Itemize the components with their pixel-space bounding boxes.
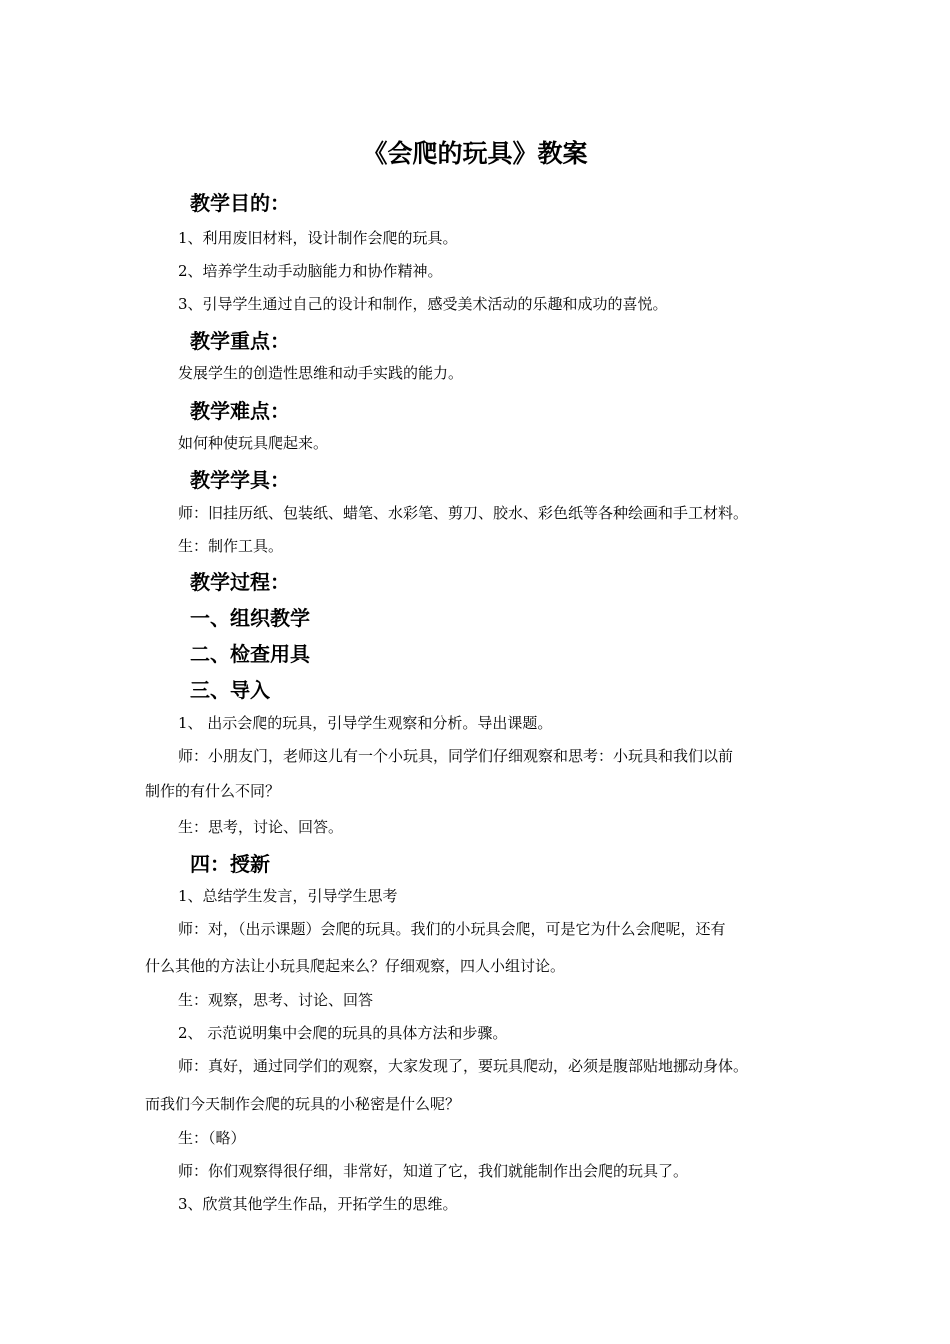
key-points-heading: 教学重点： xyxy=(190,329,290,353)
new-teacher-line: 而我们今天制作会爬的玩具的小秘密是什么呢？ xyxy=(145,1095,461,1113)
intro-student: 生：思考，讨论、回答。 xyxy=(178,818,344,836)
document-title: 《会爬的玩具》教案 xyxy=(362,139,588,168)
new-teacher-line: 师：真好，通过同学们的观察，大家发现了，要玩具爬动，必须是腹部贴地挪动身体。 xyxy=(178,1057,749,1075)
new-teacher-line: 什么其他的方法让小玩具爬起来么？仔细观察，四人小组讨论。 xyxy=(145,957,566,975)
step-introduction: 三、导入 xyxy=(190,678,270,702)
tools-student: 生：制作工具。 xyxy=(178,537,284,555)
objective-item: 1、利用废旧材料，设计制作会爬的玩具。 xyxy=(178,229,458,247)
new-student: 生：观察，思考、讨论、回答 xyxy=(178,991,374,1009)
step-organize: 一、组织教学 xyxy=(190,606,310,630)
intro-teacher-line: 师：小朋友门，老师这儿有一个小玩具，同学们仔细观察和思考：小玩具和我们以前 xyxy=(178,747,734,765)
difficulties-heading: 教学难点： xyxy=(190,399,290,423)
key-points-text: 发展学生的创造性思维和动手实践的能力。 xyxy=(178,364,464,382)
new-item: 1、总结学生发言，引导学生思考 xyxy=(178,887,398,905)
tools-heading: 教学学具： xyxy=(190,468,290,492)
tools-teacher: 师：旧挂历纸、包装纸、蜡笔、水彩笔、剪刀、胶水、彩色纸等各种绘画和手工材料。 xyxy=(178,504,749,522)
step-new-lesson: 四：授新 xyxy=(190,852,270,876)
new-item: 2、 示范说明集中会爬的玩具的具体方法和步骤。 xyxy=(178,1024,508,1042)
intro-teacher-line: 制作的有什么不同？ xyxy=(145,782,281,800)
new-teacher-line: 师：你们观察得很仔细，非常好，知道了它，我们就能制作出会爬的玩具了。 xyxy=(178,1162,689,1180)
process-heading: 教学过程： xyxy=(190,570,290,594)
new-teacher-line: 师：对，（出示课题）会爬的玩具。我们的小玩具会爬，可是它为什么会爬呢，还有 xyxy=(178,920,726,938)
objective-item: 2、培养学生动手动脑能力和协作精神。 xyxy=(178,262,443,280)
new-student: 生：（略） xyxy=(178,1129,246,1147)
new-item: 3、欣赏其他学生作品，开拓学生的思维。 xyxy=(178,1195,458,1213)
objectives-heading: 教学目的： xyxy=(190,191,290,215)
step-check-tools: 二、检查用具 xyxy=(190,642,310,666)
objective-item: 3、引导学生通过自己的设计和制作，感受美术活动的乐趣和成功的喜悦。 xyxy=(178,295,668,313)
difficulties-text: 如何种使玩具爬起来。 xyxy=(178,434,329,452)
intro-item: 1、 出示会爬的玩具，引导学生观察和分析。导出课题。 xyxy=(178,714,553,732)
